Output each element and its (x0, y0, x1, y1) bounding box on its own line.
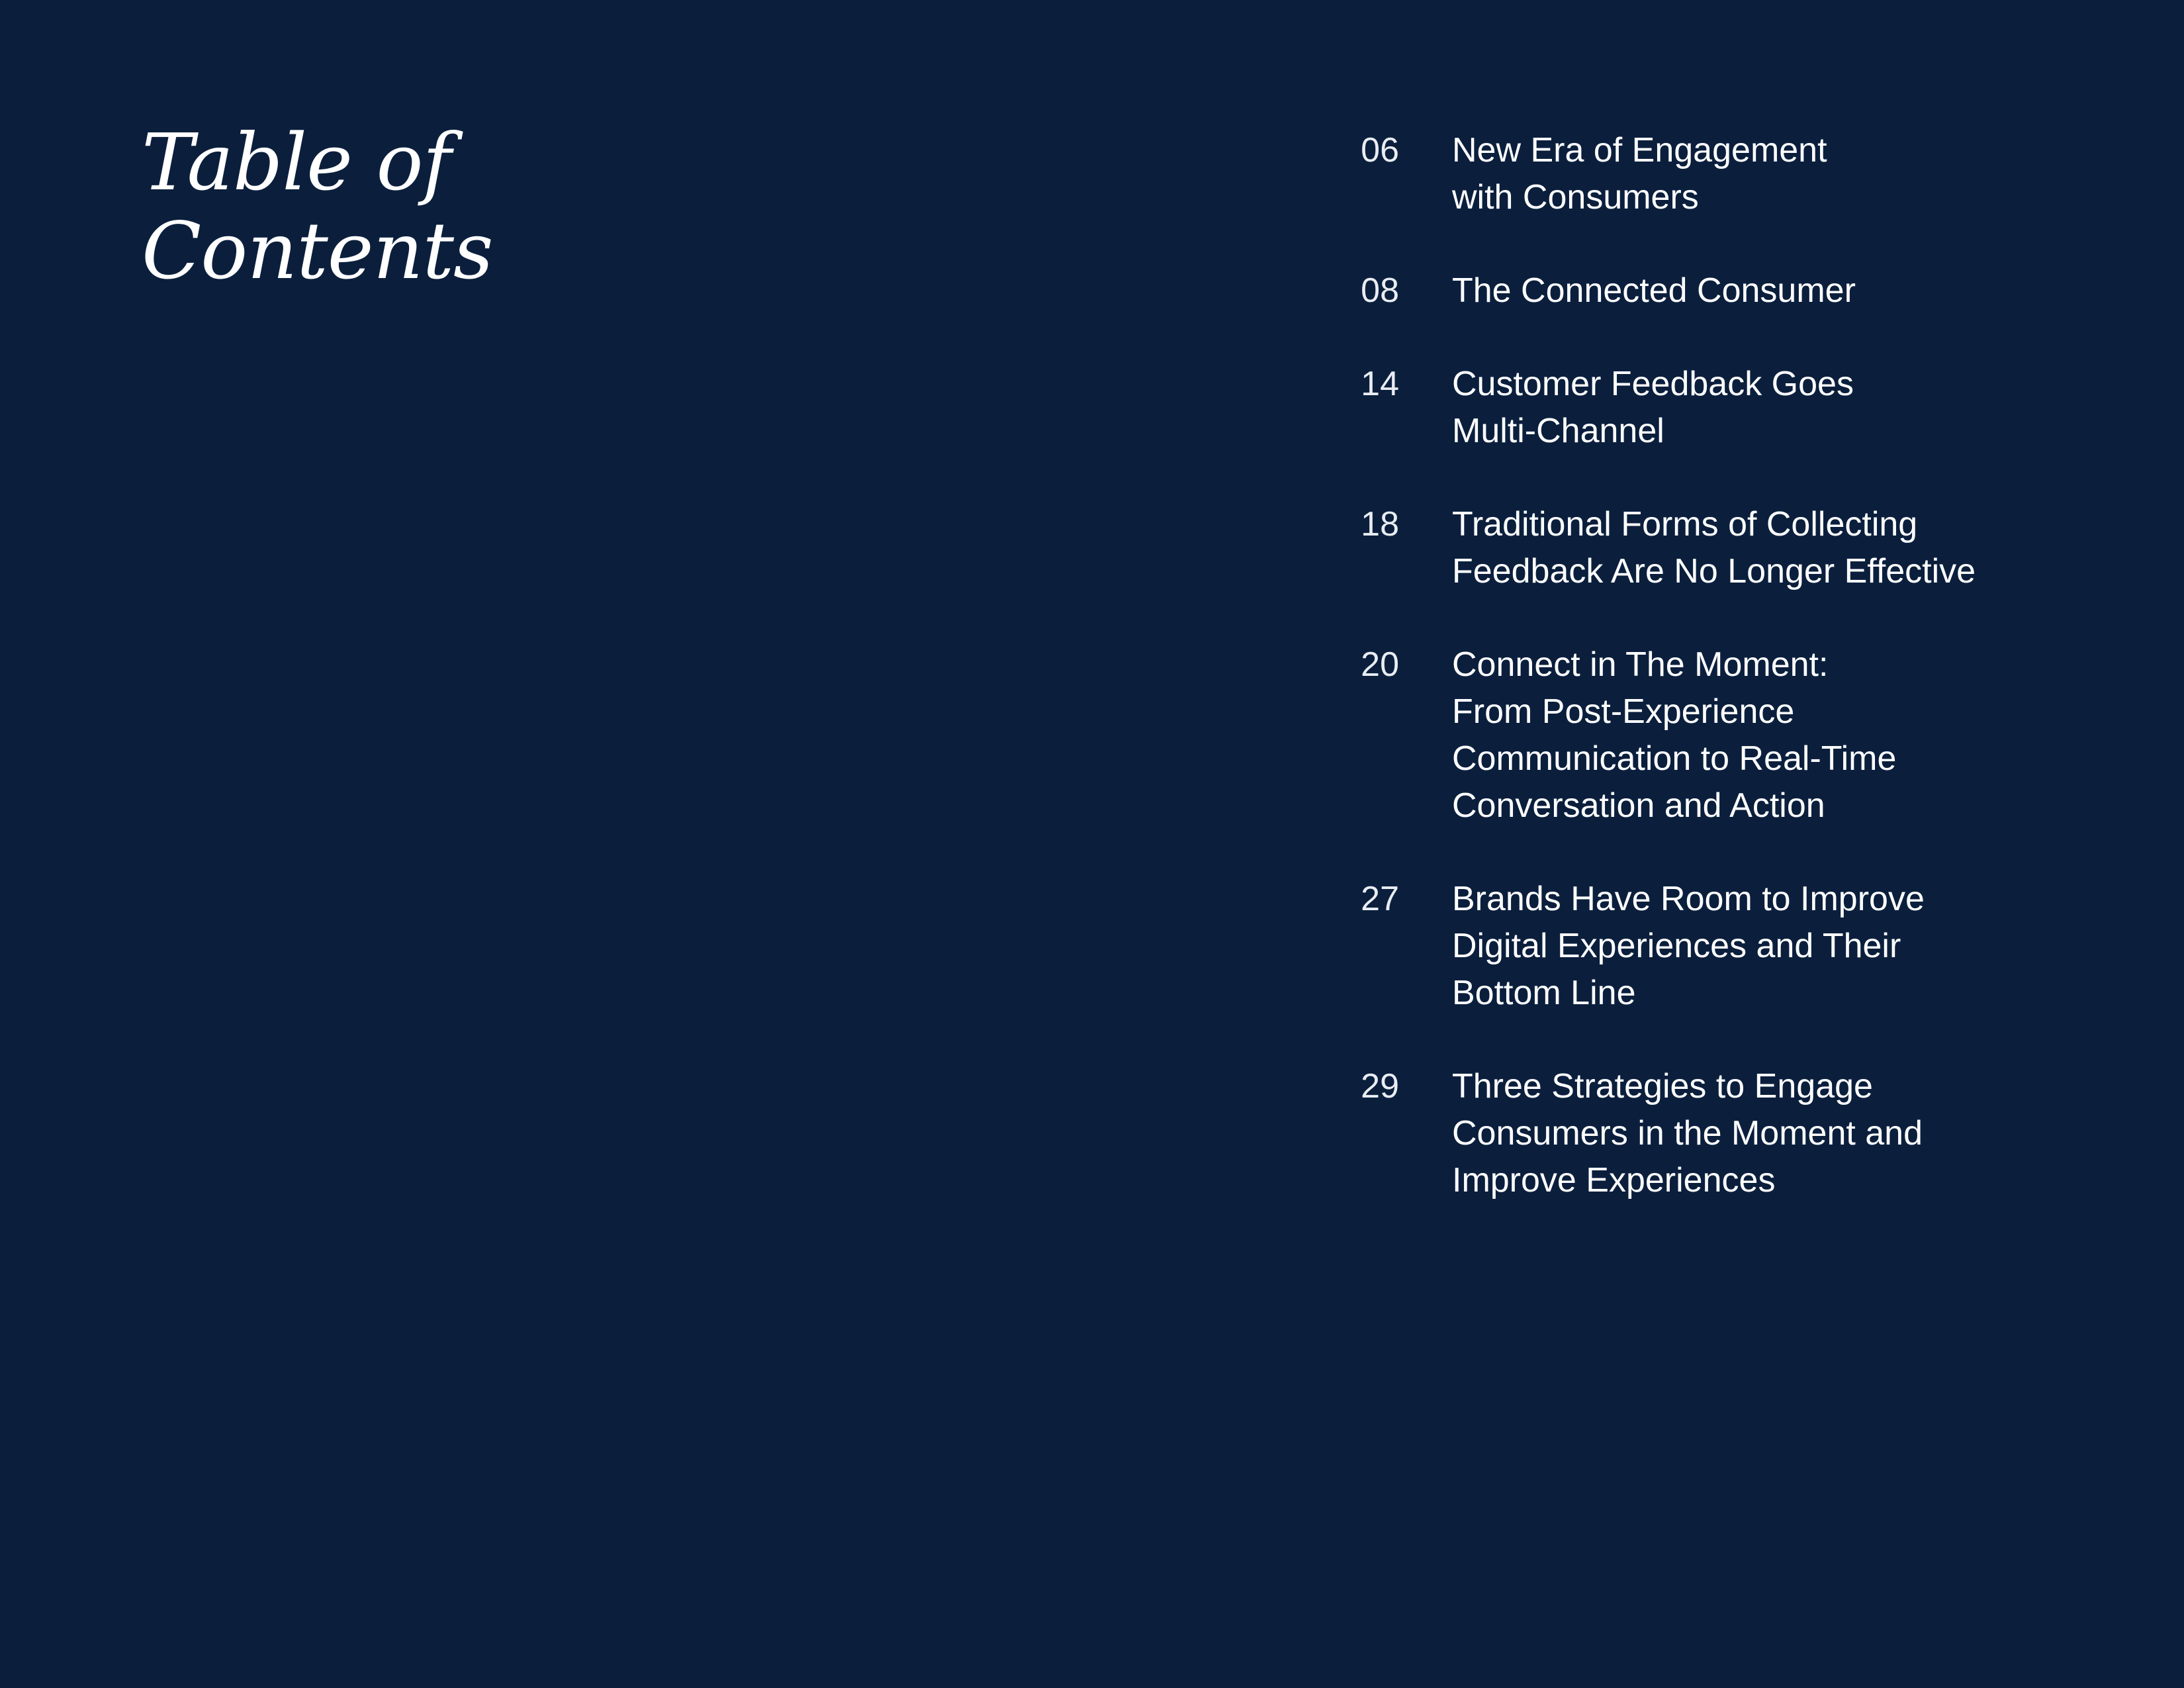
toc-entry[interactable] (1343, 641, 2138, 829)
toc-entry[interactable] (1343, 361, 2138, 455)
toc-entry-title-line: Conversation and Action (1452, 786, 1825, 825)
toc-entry-title-line: Feedback Are No Longer Effective (1452, 552, 1976, 590)
toc-entry-title (1452, 127, 2087, 221)
toc-page-number: 14 (1361, 365, 1399, 403)
toc-entry[interactable] (1343, 127, 2138, 221)
toc-entry-title-line: New Era of Engagement (1452, 131, 1827, 169)
toc-entry-title (1452, 267, 2087, 314)
toc-entry-title-line: The Connected Consumer (1452, 271, 1856, 310)
toc-entry-title-line: Connect in The Moment: (1452, 645, 1829, 684)
toc-entry-title-line: Consumers in the Moment and (1452, 1114, 1923, 1152)
toc-entry[interactable] (1343, 876, 2138, 1017)
page-title (142, 118, 737, 295)
toc-entry-title (1452, 641, 2087, 829)
page-title-line: Table of (142, 117, 451, 208)
table-of-contents (1343, 127, 2138, 1250)
toc-page-number: 27 (1361, 880, 1399, 918)
toc-entry-title (1452, 501, 2087, 595)
toc-entry-title (1452, 876, 2087, 1017)
toc-page-number: 20 (1361, 645, 1399, 684)
toc-page-number: 29 (1361, 1067, 1399, 1105)
toc-entry-title-line: Traditional Forms of Collecting (1452, 505, 1918, 543)
toc-entry[interactable] (1343, 267, 2138, 314)
toc-page-number: 08 (1361, 271, 1399, 310)
toc-entry-title-line: Brands Have Room to Improve (1452, 880, 1925, 918)
toc-entry[interactable] (1343, 1063, 2138, 1204)
toc-entry-title-line: Communication to Real-Time (1452, 739, 1897, 778)
toc-entry-title-line: with Consumers (1452, 178, 1699, 216)
toc-entry-title-line: Bottom Line (1452, 974, 1636, 1012)
toc-entry-title-line: From Post-Experience (1452, 692, 1795, 731)
page-title-line: Contents (142, 205, 493, 297)
toc-entry-title-line: Digital Experiences and Their (1452, 927, 1901, 965)
toc-entry-title-line: Three Strategies to Engage (1452, 1067, 1873, 1105)
toc-entry-title-line: Customer Feedback Goes (1452, 365, 1854, 403)
toc-entry-title-line: Multi-Channel (1452, 412, 1664, 450)
toc-page-number: 06 (1361, 131, 1399, 169)
toc-entry-title (1452, 1063, 2087, 1204)
toc-entry[interactable] (1343, 501, 2138, 595)
toc-entry-title-line: Improve Experiences (1452, 1161, 1776, 1199)
toc-entry-title (1452, 361, 2087, 455)
toc-page-number: 18 (1361, 505, 1399, 543)
